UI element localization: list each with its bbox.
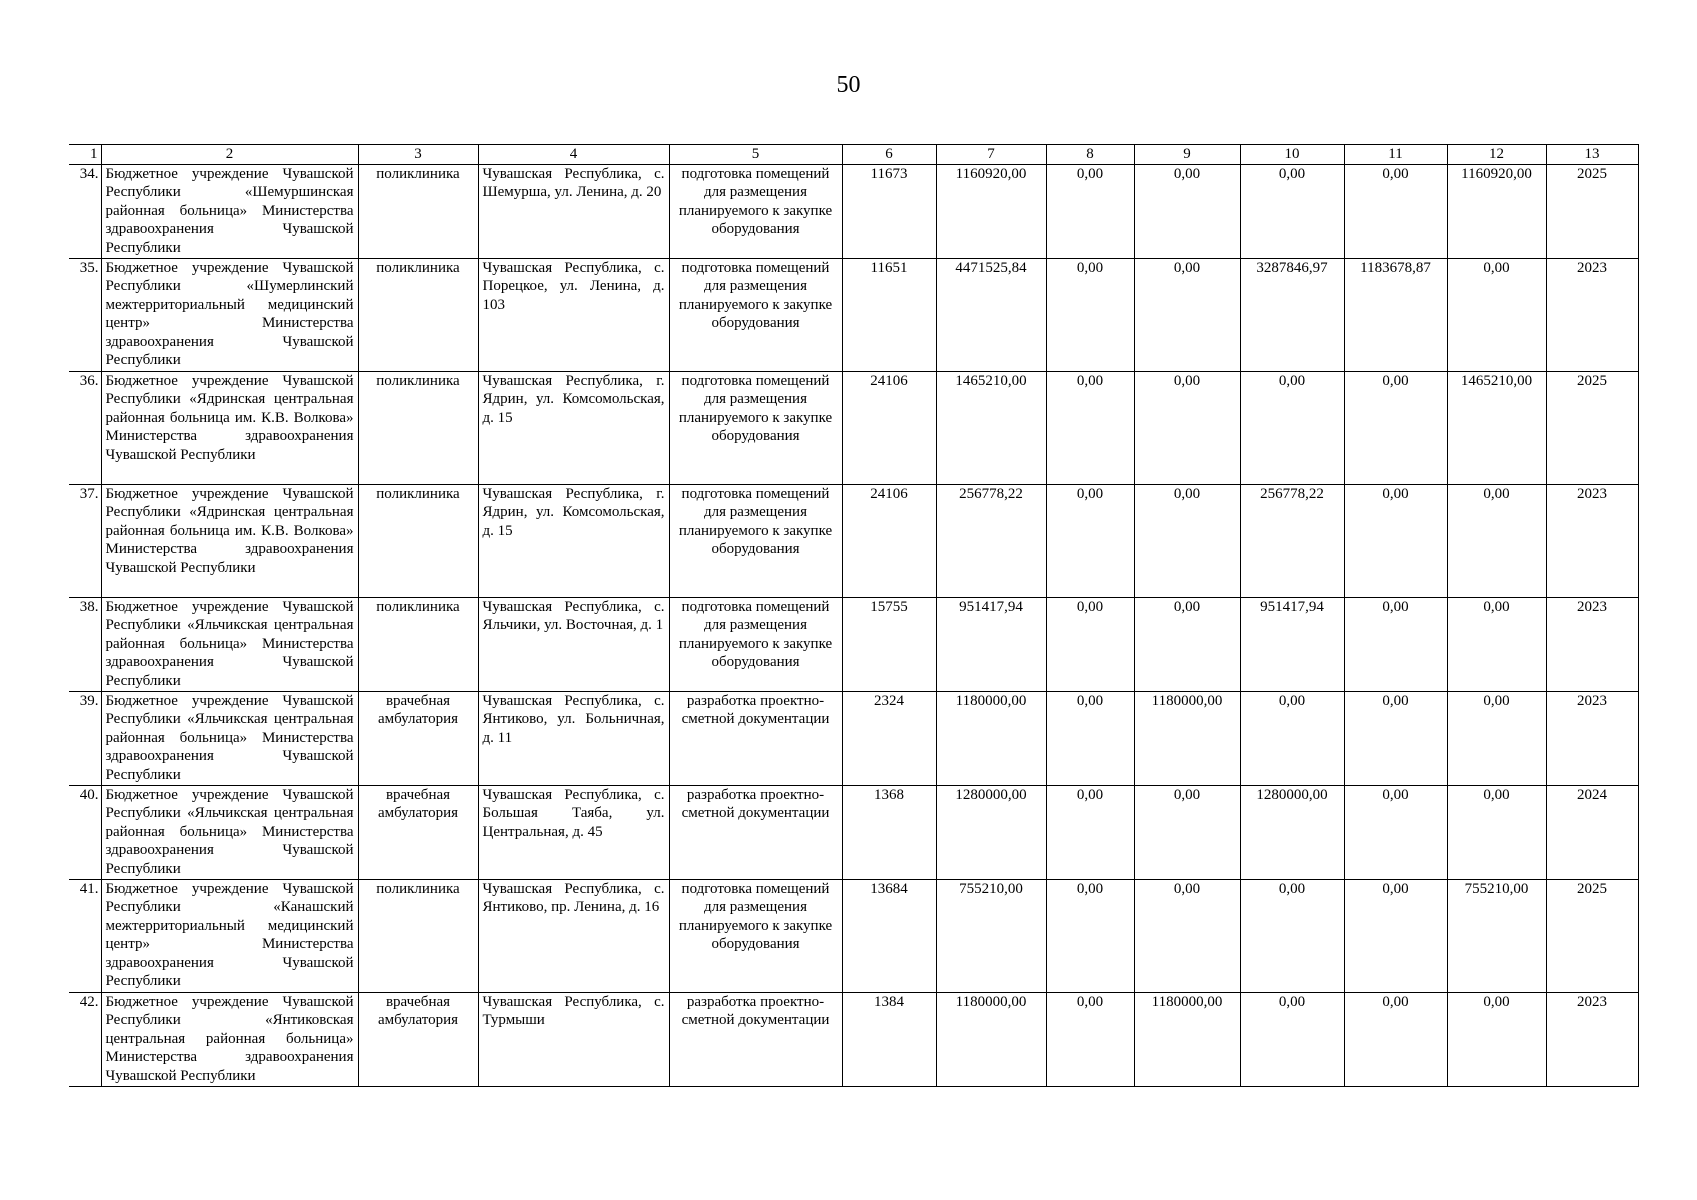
- facility-address: Чувашская Республика, с. Шемурша, ул. Ленина, д. 20: [478, 164, 669, 258]
- work-purpose: разработка проектно-сметной документации: [669, 992, 842, 1086]
- col-13-year: 2023: [1546, 691, 1638, 785]
- col-13-year: 2025: [1546, 371, 1638, 484]
- facility-type: врачебная амбулатория: [358, 785, 478, 879]
- table-row: [69, 597, 1638, 691]
- column-header: 1: [69, 145, 101, 165]
- col-11-value: 0,00: [1344, 992, 1447, 1086]
- row-number: 37.: [69, 484, 101, 597]
- col-13-year: 2025: [1546, 879, 1638, 992]
- col-11-value: 0,00: [1344, 164, 1447, 258]
- col-10-value: 1280000,00: [1240, 785, 1344, 879]
- table-row: [69, 992, 1638, 1086]
- row-number: 39.: [69, 691, 101, 785]
- col-10-value: 3287846,97: [1240, 258, 1344, 371]
- organization-name: Бюджетное учреждение Чувашской Республики «Шемуршинская районная больница» Министерства здравоохранения Чувашской Республики: [101, 164, 358, 258]
- col-10-value: 256778,22: [1240, 484, 1344, 597]
- facility-type: поликлиника: [358, 258, 478, 371]
- work-purpose: подготовка помещений для размещения планируемого к закупке оборудования: [669, 879, 842, 992]
- column-header: 10: [1240, 145, 1344, 165]
- col-13-year: 2024: [1546, 785, 1638, 879]
- col-9-value: 0,00: [1134, 258, 1240, 371]
- col-7-total: 1180000,00: [936, 992, 1046, 1086]
- column-header: 5: [669, 145, 842, 165]
- table-row: [69, 484, 1638, 597]
- column-header: 3: [358, 145, 478, 165]
- row-number: 36.: [69, 371, 101, 484]
- column-header: 12: [1447, 145, 1546, 165]
- work-purpose: подготовка помещений для размещения планируемого к закупке оборудования: [669, 597, 842, 691]
- col-6-value: 11673: [842, 164, 936, 258]
- facility-address: Чувашская Республика, г. Ядрин, ул. Комсомольская, д. 15: [478, 484, 669, 597]
- col-9-value: 0,00: [1134, 879, 1240, 992]
- column-header: 4: [478, 145, 669, 165]
- work-purpose: подготовка помещений для размещения планируемого к закупке оборудования: [669, 258, 842, 371]
- col-7-total: 1180000,00: [936, 691, 1046, 785]
- col-9-value: 0,00: [1134, 597, 1240, 691]
- col-12-value: 0,00: [1447, 785, 1546, 879]
- col-11-value: 0,00: [1344, 879, 1447, 992]
- work-purpose: разработка проектно-сметной документации: [669, 691, 842, 785]
- table-row: [69, 691, 1638, 785]
- col-13-year: 2023: [1546, 992, 1638, 1086]
- col-7-total: 1160920,00: [936, 164, 1046, 258]
- col-12-value: 0,00: [1447, 597, 1546, 691]
- table-body: [69, 164, 1638, 1086]
- col-10-value: 951417,94: [1240, 597, 1344, 691]
- col-6-value: 15755: [842, 597, 936, 691]
- facility-address: Чувашская Республика, с. Янтиково, пр. Ленина, д. 16: [478, 879, 669, 992]
- col-9-value: 1180000,00: [1134, 691, 1240, 785]
- facility-address: Чувашская Республика, с. Порецкое, ул. Ленина, д. 103: [478, 258, 669, 371]
- page-number: 50: [836, 72, 861, 98]
- table-row: [69, 164, 1638, 258]
- col-6-value: 1384: [842, 992, 936, 1086]
- facility-type: поликлиника: [358, 879, 478, 992]
- col-12-value: 0,00: [1447, 484, 1546, 597]
- col-11-value: 0,00: [1344, 785, 1447, 879]
- organization-name: Бюджетное учреждение Чувашской Республики «Яльчикская центральная районная больница» Министерства здравоохранения Чувашской Республики: [101, 691, 358, 785]
- facility-type: поликлиника: [358, 371, 478, 484]
- table-row: [69, 879, 1638, 992]
- col-7-total: 951417,94: [936, 597, 1046, 691]
- organization-name: Бюджетное учреждение Чувашской Республики «Шумерлинский межтерриториальный медицинский центр» Министерства здравоохранения Чувашской Республики: [101, 258, 358, 371]
- col-11-value: 0,00: [1344, 484, 1447, 597]
- col-8-value: 0,00: [1046, 164, 1134, 258]
- col-9-value: 1180000,00: [1134, 992, 1240, 1086]
- row-number: 40.: [69, 785, 101, 879]
- facility-type: поликлиника: [358, 164, 478, 258]
- facility-address: Чувашская Республика, с. Турмыши: [478, 992, 669, 1086]
- col-10-value: 0,00: [1240, 164, 1344, 258]
- col-6-value: 11651: [842, 258, 936, 371]
- facility-address: Чувашская Республика, с. Янтиково, ул. Больничная, д. 11: [478, 691, 669, 785]
- column-header: 13: [1546, 145, 1638, 165]
- col-12-value: 1160920,00: [1447, 164, 1546, 258]
- facility-address: Чувашская Республика, с. Большая Таяба, ул. Центральная, д. 45: [478, 785, 669, 879]
- col-9-value: 0,00: [1134, 371, 1240, 484]
- organization-name: Бюджетное учреждение Чувашской Республики «Канашский межтерриториальный медицинский центр» Министерства здравоохранения Чувашской Республики: [101, 879, 358, 992]
- col-10-value: 0,00: [1240, 691, 1344, 785]
- col-10-value: 0,00: [1240, 879, 1344, 992]
- col-7-total: 1465210,00: [936, 371, 1046, 484]
- table-row: [69, 371, 1638, 484]
- col-6-value: 13684: [842, 879, 936, 992]
- organization-name: Бюджетное учреждение Чувашской Республики «Ядринская центральная районная больница им. К.В. Волкова» Министерства здравоохранения Чувашской Республики: [101, 484, 358, 597]
- row-number: 41.: [69, 879, 101, 992]
- organization-name: Бюджетное учреждение Чувашской Республики «Янтиковская центральная районная больница» Министерства здравоохранения Чувашской Республики: [101, 992, 358, 1086]
- row-number: 38.: [69, 597, 101, 691]
- col-12-value: 0,00: [1447, 992, 1546, 1086]
- col-8-value: 0,00: [1046, 879, 1134, 992]
- col-10-value: 0,00: [1240, 371, 1344, 484]
- col-8-value: 0,00: [1046, 371, 1134, 484]
- col-11-value: 0,00: [1344, 371, 1447, 484]
- facility-type: поликлиника: [358, 597, 478, 691]
- col-8-value: 0,00: [1046, 597, 1134, 691]
- col-8-value: 0,00: [1046, 691, 1134, 785]
- organization-name: Бюджетное учреждение Чувашской Республики «Ядринская центральная районная больница им. К.В. Волкова» Министерства здравоохранения Чувашской Республики: [101, 371, 358, 484]
- column-header: 6: [842, 145, 936, 165]
- col-9-value: 0,00: [1134, 785, 1240, 879]
- facility-address: Чувашская Республика, г. Ядрин, ул. Комсомольская, д. 15: [478, 371, 669, 484]
- facility-type: поликлиника: [358, 484, 478, 597]
- data-table: [69, 144, 1639, 1087]
- column-header: 9: [1134, 145, 1240, 165]
- col-8-value: 0,00: [1046, 785, 1134, 879]
- col-13-year: 2023: [1546, 597, 1638, 691]
- col-6-value: 1368: [842, 785, 936, 879]
- facility-type: врачебная амбулатория: [358, 992, 478, 1086]
- col-12-value: 1465210,00: [1447, 371, 1546, 484]
- row-number: 34.: [69, 164, 101, 258]
- column-header: 7: [936, 145, 1046, 165]
- work-purpose: подготовка помещений для размещения планируемого к закупке оборудования: [669, 484, 842, 597]
- column-header: 2: [101, 145, 358, 165]
- col-8-value: 0,00: [1046, 484, 1134, 597]
- col-10-value: 0,00: [1240, 992, 1344, 1086]
- organization-name: Бюджетное учреждение Чувашской Республики «Яльчикская центральная районная больница» Министерства здравоохранения Чувашской Республики: [101, 597, 358, 691]
- column-header: 11: [1344, 145, 1447, 165]
- col-12-value: 755210,00: [1447, 879, 1546, 992]
- row-number: 42.: [69, 992, 101, 1086]
- col-11-value: 1183678,87: [1344, 258, 1447, 371]
- table-row: [69, 785, 1638, 879]
- facility-address: Чувашская Республика, с. Яльчики, ул. Восточная, д. 1: [478, 597, 669, 691]
- col-9-value: 0,00: [1134, 164, 1240, 258]
- col-8-value: 0,00: [1046, 992, 1134, 1086]
- col-11-value: 0,00: [1344, 597, 1447, 691]
- facility-type: врачебная амбулатория: [358, 691, 478, 785]
- col-13-year: 2023: [1546, 484, 1638, 597]
- col-8-value: 0,00: [1046, 258, 1134, 371]
- work-purpose: разработка проектно-сметной документации: [669, 785, 842, 879]
- col-6-value: 24106: [842, 484, 936, 597]
- row-number: 35.: [69, 258, 101, 371]
- work-purpose: подготовка помещений для размещения планируемого к закупке оборудования: [669, 371, 842, 484]
- organization-name: Бюджетное учреждение Чувашской Республики «Яльчикская центральная районная больница» Министерства здравоохранения Чувашской Республики: [101, 785, 358, 879]
- col-12-value: 0,00: [1447, 691, 1546, 785]
- col-6-value: 2324: [842, 691, 936, 785]
- col-7-total: 256778,22: [936, 484, 1046, 597]
- col-7-total: 1280000,00: [936, 785, 1046, 879]
- work-purpose: подготовка помещений для размещения планируемого к закупке оборудования: [669, 164, 842, 258]
- col-7-total: 755210,00: [936, 879, 1046, 992]
- col-12-value: 0,00: [1447, 258, 1546, 371]
- col-11-value: 0,00: [1344, 691, 1447, 785]
- column-header: 8: [1046, 145, 1134, 165]
- column-number-row: [69, 145, 1638, 165]
- table-row: [69, 258, 1638, 371]
- col-13-year: 2023: [1546, 258, 1638, 371]
- col-6-value: 24106: [842, 371, 936, 484]
- col-9-value: 0,00: [1134, 484, 1240, 597]
- col-13-year: 2025: [1546, 164, 1638, 258]
- col-7-total: 4471525,84: [936, 258, 1046, 371]
